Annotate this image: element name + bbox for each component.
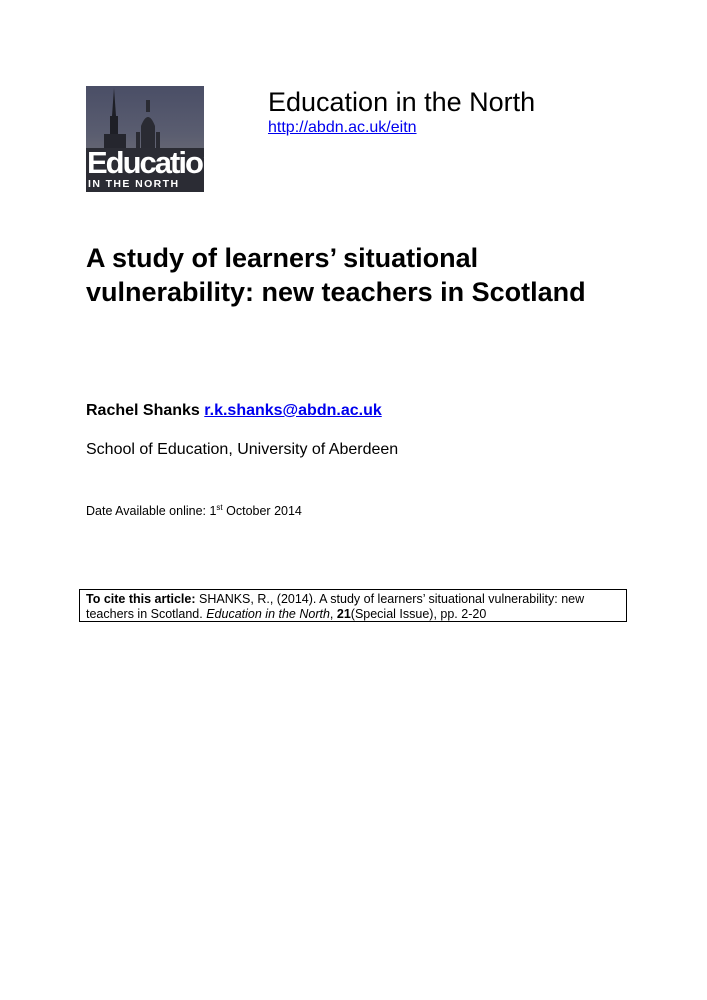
citation-volume: 21 [336,607,351,621]
date-available [86,503,302,518]
journal-logo [86,86,219,192]
citation-box [79,589,627,622]
date-ordinal-suffix: st [216,503,223,512]
citation-label: To cite this article: [86,592,196,606]
author-line [86,402,382,420]
author-name: Rachel Shanks [86,402,200,419]
journal-url-link[interactable]: http://abdn.ac.uk/eitn [268,119,417,136]
author-affiliation: School of Education, University of Aberdeen [86,441,399,458]
author-email-link[interactable]: r.k.shanks@abdn.ac.uk [204,402,382,419]
date-month-year: October 2014 [222,504,302,519]
logo-subtitle: IN THE NORTH [88,178,180,190]
article-title: A study of learners’ situational vulnerability: new teachers in Scotland [86,243,586,307]
citation-journal: Education in the North [206,607,330,621]
date-label: Date Available online: 1 [86,504,217,519]
journal-title: Education in the North [268,87,536,117]
citation-text: SHANKS, R., (2014). A study of learners’ situational vulnerability: new teachers in Scotland. [86,592,585,621]
logo-wordmark: Education [87,145,219,180]
citation-separator: , [329,607,337,621]
citation-pages: (Special Issue), pp. 2-20 [350,607,487,621]
